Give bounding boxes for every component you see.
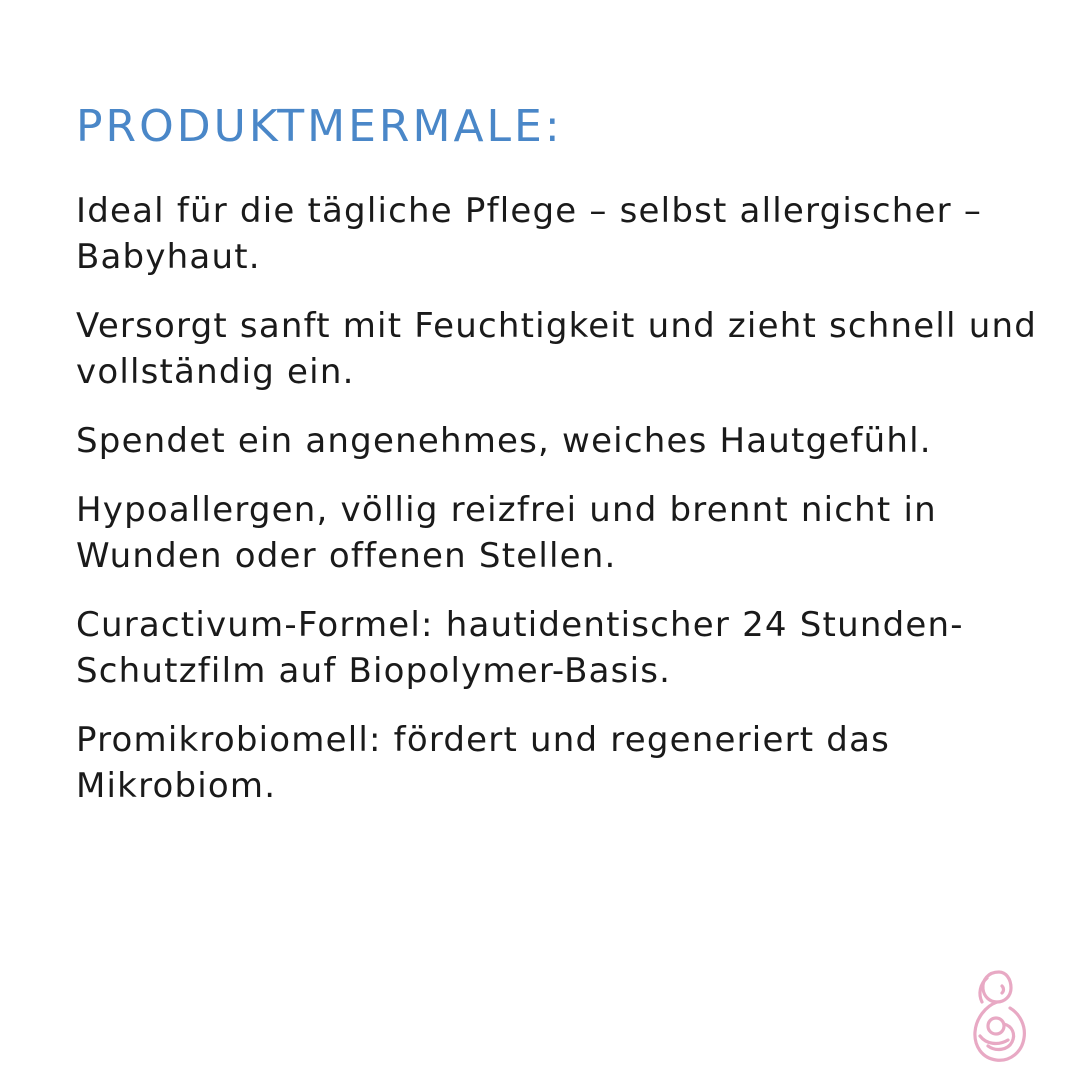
page-title: PRODUKTMERMALE: <box>76 101 563 152</box>
feature-item: Curactivum-Formel: hautidentischer 24 Stunden-Schutzfilm auf Biopolymer-Basis. <box>76 605 964 691</box>
feature-list <box>76 188 1066 832</box>
feature-item: Hypoallergen, völlig reizfrei und brennt nicht in Wunden oder offenen Stellen. <box>76 490 937 576</box>
feature-item: Spendet ein angenehmes, weiches Hautgefühl. <box>76 421 932 461</box>
mother-and-baby-logo-icon <box>966 966 1032 1066</box>
feature-item: Versorgt sanft mit Feuchtigkeit und zieht schnell und vollständig ein. <box>76 306 1037 392</box>
feature-item: Ideal für die tägliche Pflege – selbst allergischer – Babyhaut. <box>76 191 983 277</box>
feature-item: Promikrobiomell: fördert und regeneriert das Mikrobiom. <box>76 720 891 806</box>
